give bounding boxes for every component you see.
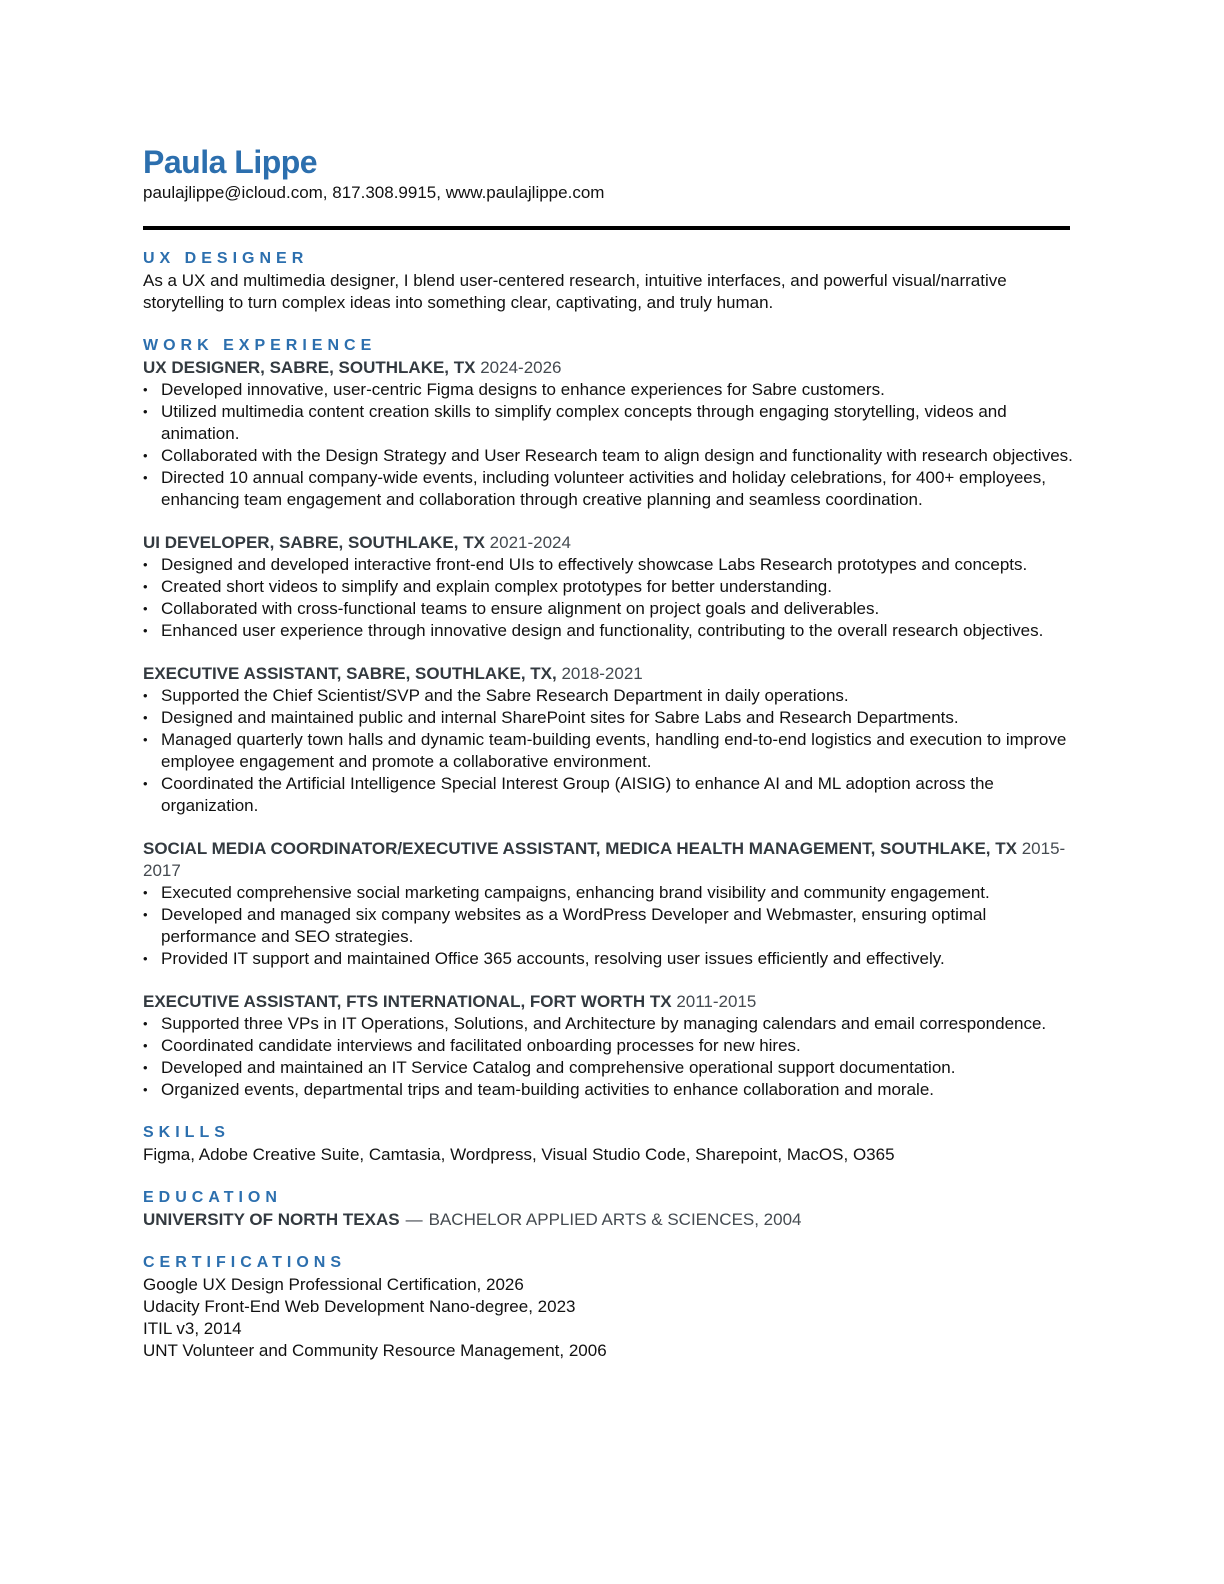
bullet-dot-icon: • bbox=[143, 732, 148, 747]
bullet-dot-icon: • bbox=[143, 404, 148, 419]
bullet-dot-icon: • bbox=[143, 907, 148, 922]
education-section bbox=[143, 1187, 1069, 1231]
certification-item: UNT Volunteer and Community Resource Management, 2006 bbox=[143, 1341, 607, 1360]
bullet-dot-icon: • bbox=[143, 1060, 148, 1075]
job-bullet bbox=[143, 467, 1073, 511]
job-bullet bbox=[143, 948, 1073, 970]
header-divider bbox=[143, 226, 1070, 230]
job-header bbox=[143, 663, 1073, 685]
bullet-dot-icon: • bbox=[143, 776, 148, 791]
education-school: UNIVERSITY OF NORTH TEXAS bbox=[143, 1210, 400, 1229]
job-bullet-text: Provided IT support and maintained Office 365 accounts, resolving user issues efficiently and effectively. bbox=[161, 949, 945, 968]
summary-section bbox=[143, 248, 1069, 314]
job-bullet bbox=[143, 554, 1073, 576]
job-bullet-list bbox=[143, 554, 1073, 642]
bullet-dot-icon: • bbox=[143, 579, 148, 594]
education-separator: — bbox=[405, 1210, 423, 1229]
job-entry bbox=[143, 991, 1069, 1101]
job-bullet-text: Developed and maintained an IT Service Catalog and comprehensive operational support documentation. bbox=[161, 1058, 956, 1077]
job-bullet-text: Enhanced user experience through innovative design and functionality, contributing to the overall research objectives. bbox=[161, 621, 1044, 640]
job-bullet-text: Collaborated with the Design Strategy and User Research team to align design and functionality with research objectives. bbox=[161, 446, 1073, 465]
skills-title: SKILLS bbox=[143, 1124, 230, 1141]
bullet-dot-icon: • bbox=[143, 557, 148, 572]
certifications-section bbox=[143, 1252, 1069, 1362]
bullet-dot-icon: • bbox=[143, 382, 148, 397]
job-title: UI DEVELOPER, SABRE, SOUTHLAKE, TX bbox=[143, 533, 485, 552]
contact-line: paulajlippe@icloud.com, 817.308.9915, www.paulajlippe.com bbox=[143, 183, 605, 202]
job-bullet-text: Utilized multimedia content creation skills to simplify complex concepts through engaging storytelling, videos and animation. bbox=[161, 402, 1007, 443]
job-bullet bbox=[143, 1079, 1073, 1101]
job-bullet-list bbox=[143, 882, 1073, 970]
job-bullet-text: Created short videos to simplify and explain complex prototypes for better understanding. bbox=[161, 577, 832, 596]
experience-section bbox=[143, 335, 1073, 1101]
job-bullet bbox=[143, 1013, 1073, 1035]
job-bullet-text: Supported three VPs in IT Operations, Solutions, and Architecture by managing calendars and email correspondence. bbox=[161, 1014, 1047, 1033]
job-bullet bbox=[143, 882, 1073, 904]
job-title: EXECUTIVE ASSISTANT, FTS INTERNATIONAL, FORT WORTH TX bbox=[143, 992, 672, 1011]
job-header bbox=[143, 532, 1073, 554]
job-bullet-text: Collaborated with cross-functional teams to ensure alignment on project goals and deliverables. bbox=[161, 599, 880, 618]
bullet-dot-icon: • bbox=[143, 1038, 148, 1053]
job-bullet bbox=[143, 620, 1073, 642]
job-dates: 2024-2026 bbox=[480, 358, 562, 377]
job-dates: 2018-2021 bbox=[561, 664, 643, 683]
job-bullet bbox=[143, 904, 1073, 948]
certification-item: Udacity Front-End Web Development Nano-degree, 2023 bbox=[143, 1297, 576, 1316]
certifications-title: CERTIFICATIONS bbox=[143, 1254, 347, 1271]
bullet-dot-icon: • bbox=[143, 710, 148, 725]
job-bullet-text: Coordinated the Artificial Intelligence Special Interest Group (AISIG) to enhance AI and ML adoption across the organization. bbox=[161, 774, 994, 815]
job-bullet-text: Developed innovative, user-centric Figma designs to enhance experiences for Sabre customers. bbox=[161, 380, 885, 399]
job-bullet bbox=[143, 773, 1073, 817]
bullet-dot-icon: • bbox=[143, 448, 148, 463]
bullet-dot-icon: • bbox=[143, 623, 148, 638]
bullet-dot-icon: • bbox=[143, 688, 148, 703]
candidate-name: Paula Lippe bbox=[143, 144, 318, 180]
job-bullet bbox=[143, 1057, 1073, 1079]
certification-item: Google UX Design Professional Certification, 2026 bbox=[143, 1275, 524, 1294]
bullet-dot-icon: • bbox=[143, 601, 148, 616]
certification-item: ITIL v3, 2014 bbox=[143, 1319, 242, 1338]
job-header bbox=[143, 357, 1073, 379]
job-header bbox=[143, 838, 1073, 882]
skills-text: Figma, Adobe Creative Suite, Camtasia, Wordpress, Visual Studio Code, Sharepoint, MacOS, O365 bbox=[143, 1145, 895, 1164]
job-dates: 2015-2017 bbox=[143, 839, 1066, 880]
job-bullet-text: Designed and maintained public and internal SharePoint sites for Sabre Labs and Research Departments. bbox=[161, 708, 959, 727]
job-entry bbox=[143, 663, 1069, 817]
job-entry bbox=[143, 838, 1069, 970]
job-bullet-text: Executed comprehensive social marketing campaigns, enhancing brand visibility and community engagement. bbox=[161, 883, 990, 902]
job-bullet bbox=[143, 401, 1073, 445]
job-bullet bbox=[143, 729, 1073, 773]
job-dates: 2011-2015 bbox=[676, 992, 757, 1011]
job-bullet-text: Developed and managed six company websites as a WordPress Developer and Webmaster, ensuring optimal performance and SEO strategies. bbox=[161, 905, 987, 946]
job-title: EXECUTIVE ASSISTANT, SABRE, SOUTHLAKE, TX, bbox=[143, 664, 557, 683]
education-title: EDUCATION bbox=[143, 1189, 282, 1206]
job-bullet-list bbox=[143, 379, 1073, 511]
job-header bbox=[143, 991, 1073, 1013]
job-title: UX DESIGNER, SABRE, SOUTHLAKE, TX bbox=[143, 358, 476, 377]
job-dates: 2021-2024 bbox=[489, 533, 571, 552]
education-degree: BACHELOR APPLIED ARTS & SCIENCES, 2004 bbox=[428, 1210, 802, 1229]
job-bullet bbox=[143, 598, 1073, 620]
summary-text: As a UX and multimedia designer, I blend user-centered research, intuitive interfaces, and powerful visual/narrative storytelling to turn complex ideas into something clear, captivating, and truly human. bbox=[143, 271, 1007, 312]
job-bullet-text: Managed quarterly town halls and dynamic team-building events, handling end-to-end logistics and execution to improve employee engagement and promote a collaborative environment. bbox=[161, 730, 1067, 771]
job-bullet-text: Coordinated candidate interviews and facilitated onboarding processes for new hires. bbox=[161, 1036, 801, 1055]
bullet-dot-icon: • bbox=[143, 470, 148, 485]
bullet-dot-icon: • bbox=[143, 1016, 148, 1031]
summary-title: UX DESIGNER bbox=[143, 250, 309, 267]
bullet-dot-icon: • bbox=[143, 951, 148, 966]
job-bullet bbox=[143, 685, 1073, 707]
bullet-dot-icon: • bbox=[143, 1082, 148, 1097]
job-bullet-text: Organized events, departmental trips and team-building activities to enhance collaboration and morale. bbox=[161, 1080, 935, 1099]
certification-list bbox=[143, 1274, 1069, 1362]
job-bullet bbox=[143, 707, 1073, 729]
job-bullet-text: Directed 10 annual company-wide events, including volunteer activities and holiday celebrations, for 400+ employees, enhancing team engagement and collaboration through creative planning and seamless coordination. bbox=[161, 468, 1046, 509]
job-title: SOCIAL MEDIA COORDINATOR/EXECUTIVE ASSISTANT, MEDICA HEALTH MANAGEMENT, SOUTHLAKE, TX bbox=[143, 839, 1017, 858]
job-entry bbox=[143, 357, 1073, 511]
job-bullet bbox=[143, 1035, 1073, 1057]
job-bullet bbox=[143, 379, 1073, 401]
job-bullet bbox=[143, 445, 1073, 467]
job-bullet-list bbox=[143, 685, 1073, 817]
job-entry bbox=[143, 532, 1069, 642]
job-bullet-list bbox=[143, 1013, 1073, 1101]
skills-section bbox=[143, 1122, 1069, 1166]
job-bullet-text: Supported the Chief Scientist/SVP and the Sabre Research Department in daily operations. bbox=[161, 686, 849, 705]
education-entry bbox=[143, 1209, 1069, 1231]
job-list bbox=[143, 357, 1073, 1101]
job-bullet bbox=[143, 576, 1073, 598]
experience-title: WORK EXPERIENCE bbox=[143, 337, 377, 354]
bullet-dot-icon: • bbox=[143, 885, 148, 900]
job-bullet-text: Designed and developed interactive front-end UIs to effectively showcase Labs Research prototypes and concepts. bbox=[161, 555, 1028, 574]
